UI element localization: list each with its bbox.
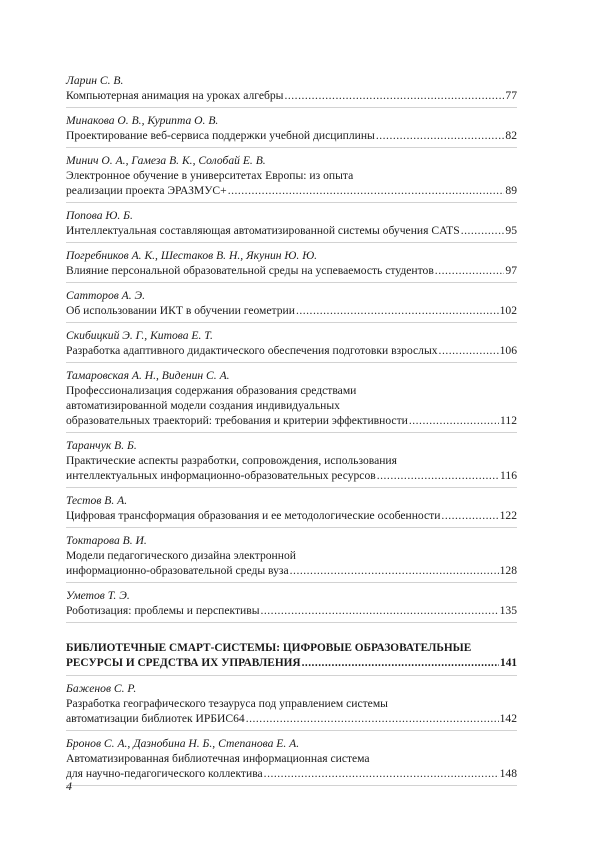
entry-title-last-line [66, 183, 517, 198]
entry-title-last-line [66, 656, 517, 671]
dot-leader [246, 711, 499, 726]
entry-page-number: 77 [505, 89, 517, 102]
entry-title-last-line [66, 508, 517, 523]
entry-page-number: 141 [500, 657, 517, 669]
entry-page-number: 148 [499, 767, 517, 780]
entry-title-line: Разработка географического тезауруса под управлением системы [66, 697, 388, 710]
section-heading [66, 641, 517, 676]
entry-authors: Баженов С. Р. [66, 682, 137, 695]
toc-entry [66, 368, 517, 433]
entry-title-line: Модели педагогического дизайна электронной [66, 549, 296, 562]
entry-title-last-line [66, 343, 517, 358]
toc-entry [66, 113, 517, 148]
dot-leader [264, 766, 499, 781]
entry-title-line: Практические аспекты разработки, сопровождения, использования [66, 454, 397, 467]
entry-title-last-line [66, 303, 517, 318]
toc-entry [66, 588, 517, 623]
dot-leader [290, 563, 499, 578]
dot-leader [377, 468, 499, 483]
entry-title-last-line [66, 711, 517, 726]
toc-entry [66, 328, 517, 363]
toc-entry [66, 493, 517, 528]
entry-title-text: Влияние персональной образовательной среды на успеваемость студентов [66, 264, 434, 277]
entry-title-line: автоматизированной модели создания индивидуальных [66, 399, 340, 412]
table-of-contents [66, 73, 517, 791]
dot-leader [441, 508, 498, 523]
entry-page-number: 97 [505, 264, 517, 277]
entry-title-line: Профессионализация содержания образования средствами [66, 384, 357, 397]
entry-authors: Токтарова В. И. [66, 534, 147, 547]
entry-page-number: 82 [505, 129, 517, 142]
entry-title-last-line [66, 223, 517, 238]
toc-entry [66, 73, 517, 108]
entry-authors: Бронов С. А., Дазнобина Н. Б., Степанова Е. А. [66, 737, 300, 750]
entry-page-number: 89 [505, 184, 517, 197]
entry-page-number: 128 [499, 564, 517, 577]
entry-page-number: 142 [499, 712, 517, 725]
entry-title-text: информационно-образовательной среды вуза [66, 564, 289, 577]
entry-title-last-line [66, 766, 517, 781]
toc-entry [66, 208, 517, 243]
entry-authors: Минич О. А., Гамеза В. К., Солобай Е. В. [66, 154, 266, 167]
entry-title-text: автоматизации библиотек ИРБИС64 [66, 712, 245, 725]
entry-title-text: Компьютерная анимация на уроках алгебры [66, 89, 284, 102]
entry-title-last-line [66, 563, 517, 578]
toc-entry [66, 533, 517, 583]
dot-leader [284, 88, 504, 103]
dot-leader [409, 413, 499, 428]
entry-title-last-line [66, 128, 517, 143]
toc-entry [66, 288, 517, 323]
dot-leader [228, 183, 505, 198]
entry-title-last-line [66, 413, 517, 428]
entry-title-last-line [66, 88, 517, 103]
entry-title-text: реализации проекта ЭРАЗМУС+ [66, 184, 227, 197]
toc-entry [66, 248, 517, 283]
dot-leader [439, 343, 499, 358]
toc-entry [66, 153, 517, 203]
entry-title-line: Электронное обучение в университетах Европы: из опыта [66, 169, 354, 182]
entry-authors: Тестов В. А. [66, 494, 128, 507]
entry-title-text: интеллектуальных информационно-образовательных ресурсов [66, 469, 376, 482]
entry-title-last-line [66, 603, 517, 618]
entry-page-number: 116 [500, 469, 517, 482]
page-number: 4 [66, 779, 72, 793]
entry-title-line: БИБЛИОТЕЧНЫЕ СМАРТ-СИСТЕМЫ: ЦИФРОВЫЕ ОБРАЗОВАТЕЛЬНЫЕ [66, 642, 472, 654]
toc-entry [66, 438, 517, 488]
dot-leader [461, 223, 505, 238]
entry-title-text: Об использовании ИКТ в обучении геометрии [66, 304, 295, 317]
entry-page-number: 122 [499, 509, 517, 522]
entry-title-line: Автоматизированная библиотечная информационная система [66, 752, 370, 765]
entry-authors: Тамаровская А. Н., Виденин С. А. [66, 369, 230, 382]
entry-title-text: для научно-педагогического коллектива [66, 767, 263, 780]
entry-authors: Скибицкий Э. Г., Китова Е. Т. [66, 329, 213, 342]
toc-entry [66, 736, 517, 786]
entry-title-text: Цифровая трансформация образования и ее методологические особенности [66, 509, 441, 522]
entry-page-number: 135 [499, 604, 517, 617]
entry-page-number: 106 [499, 344, 517, 357]
dot-leader [376, 128, 505, 143]
toc-entry [66, 681, 517, 731]
entry-title-text: Интеллектуальная составляющая автоматизированной системы обучения CATS [66, 224, 460, 237]
entry-title-last-line [66, 468, 517, 483]
entry-title-text: Проектирование веб-сервиса поддержки учебной дисциплины [66, 129, 375, 142]
entry-authors: Сатторов А. Э. [66, 289, 146, 302]
entry-page-number: 102 [499, 304, 517, 317]
entry-authors: Уметов Т. Э. [66, 589, 130, 602]
entry-authors: Погребников А. К., Шестаков В. Н., Якунин Ю. Ю. [66, 249, 318, 262]
entry-title-text: Роботизация: проблемы и перспективы [66, 604, 260, 617]
entry-title-last-line [66, 263, 517, 278]
entry-authors: Таранчук В. Б. [66, 439, 137, 452]
dot-leader [302, 656, 499, 671]
entry-authors: Ларин С. В. [66, 74, 124, 87]
entry-page-number: 112 [500, 414, 517, 427]
dot-leader [435, 263, 505, 278]
entry-title-text: образовательных траекторий: требования и критерии эффективности [66, 414, 408, 427]
entry-title-text: Разработка адаптивного дидактического обеспечения подготовки взрослых [66, 344, 438, 357]
entry-title-text: РЕСУРСЫ И СРЕДСТВА ИХ УПРАВЛЕНИЯ [66, 657, 301, 669]
entry-authors: Попова Ю. Б. [66, 209, 133, 222]
entry-page-number: 95 [505, 224, 517, 237]
dot-leader [260, 603, 498, 618]
entry-authors: Минакова О. В., Курипта О. В. [66, 114, 219, 127]
dot-leader [296, 303, 499, 318]
